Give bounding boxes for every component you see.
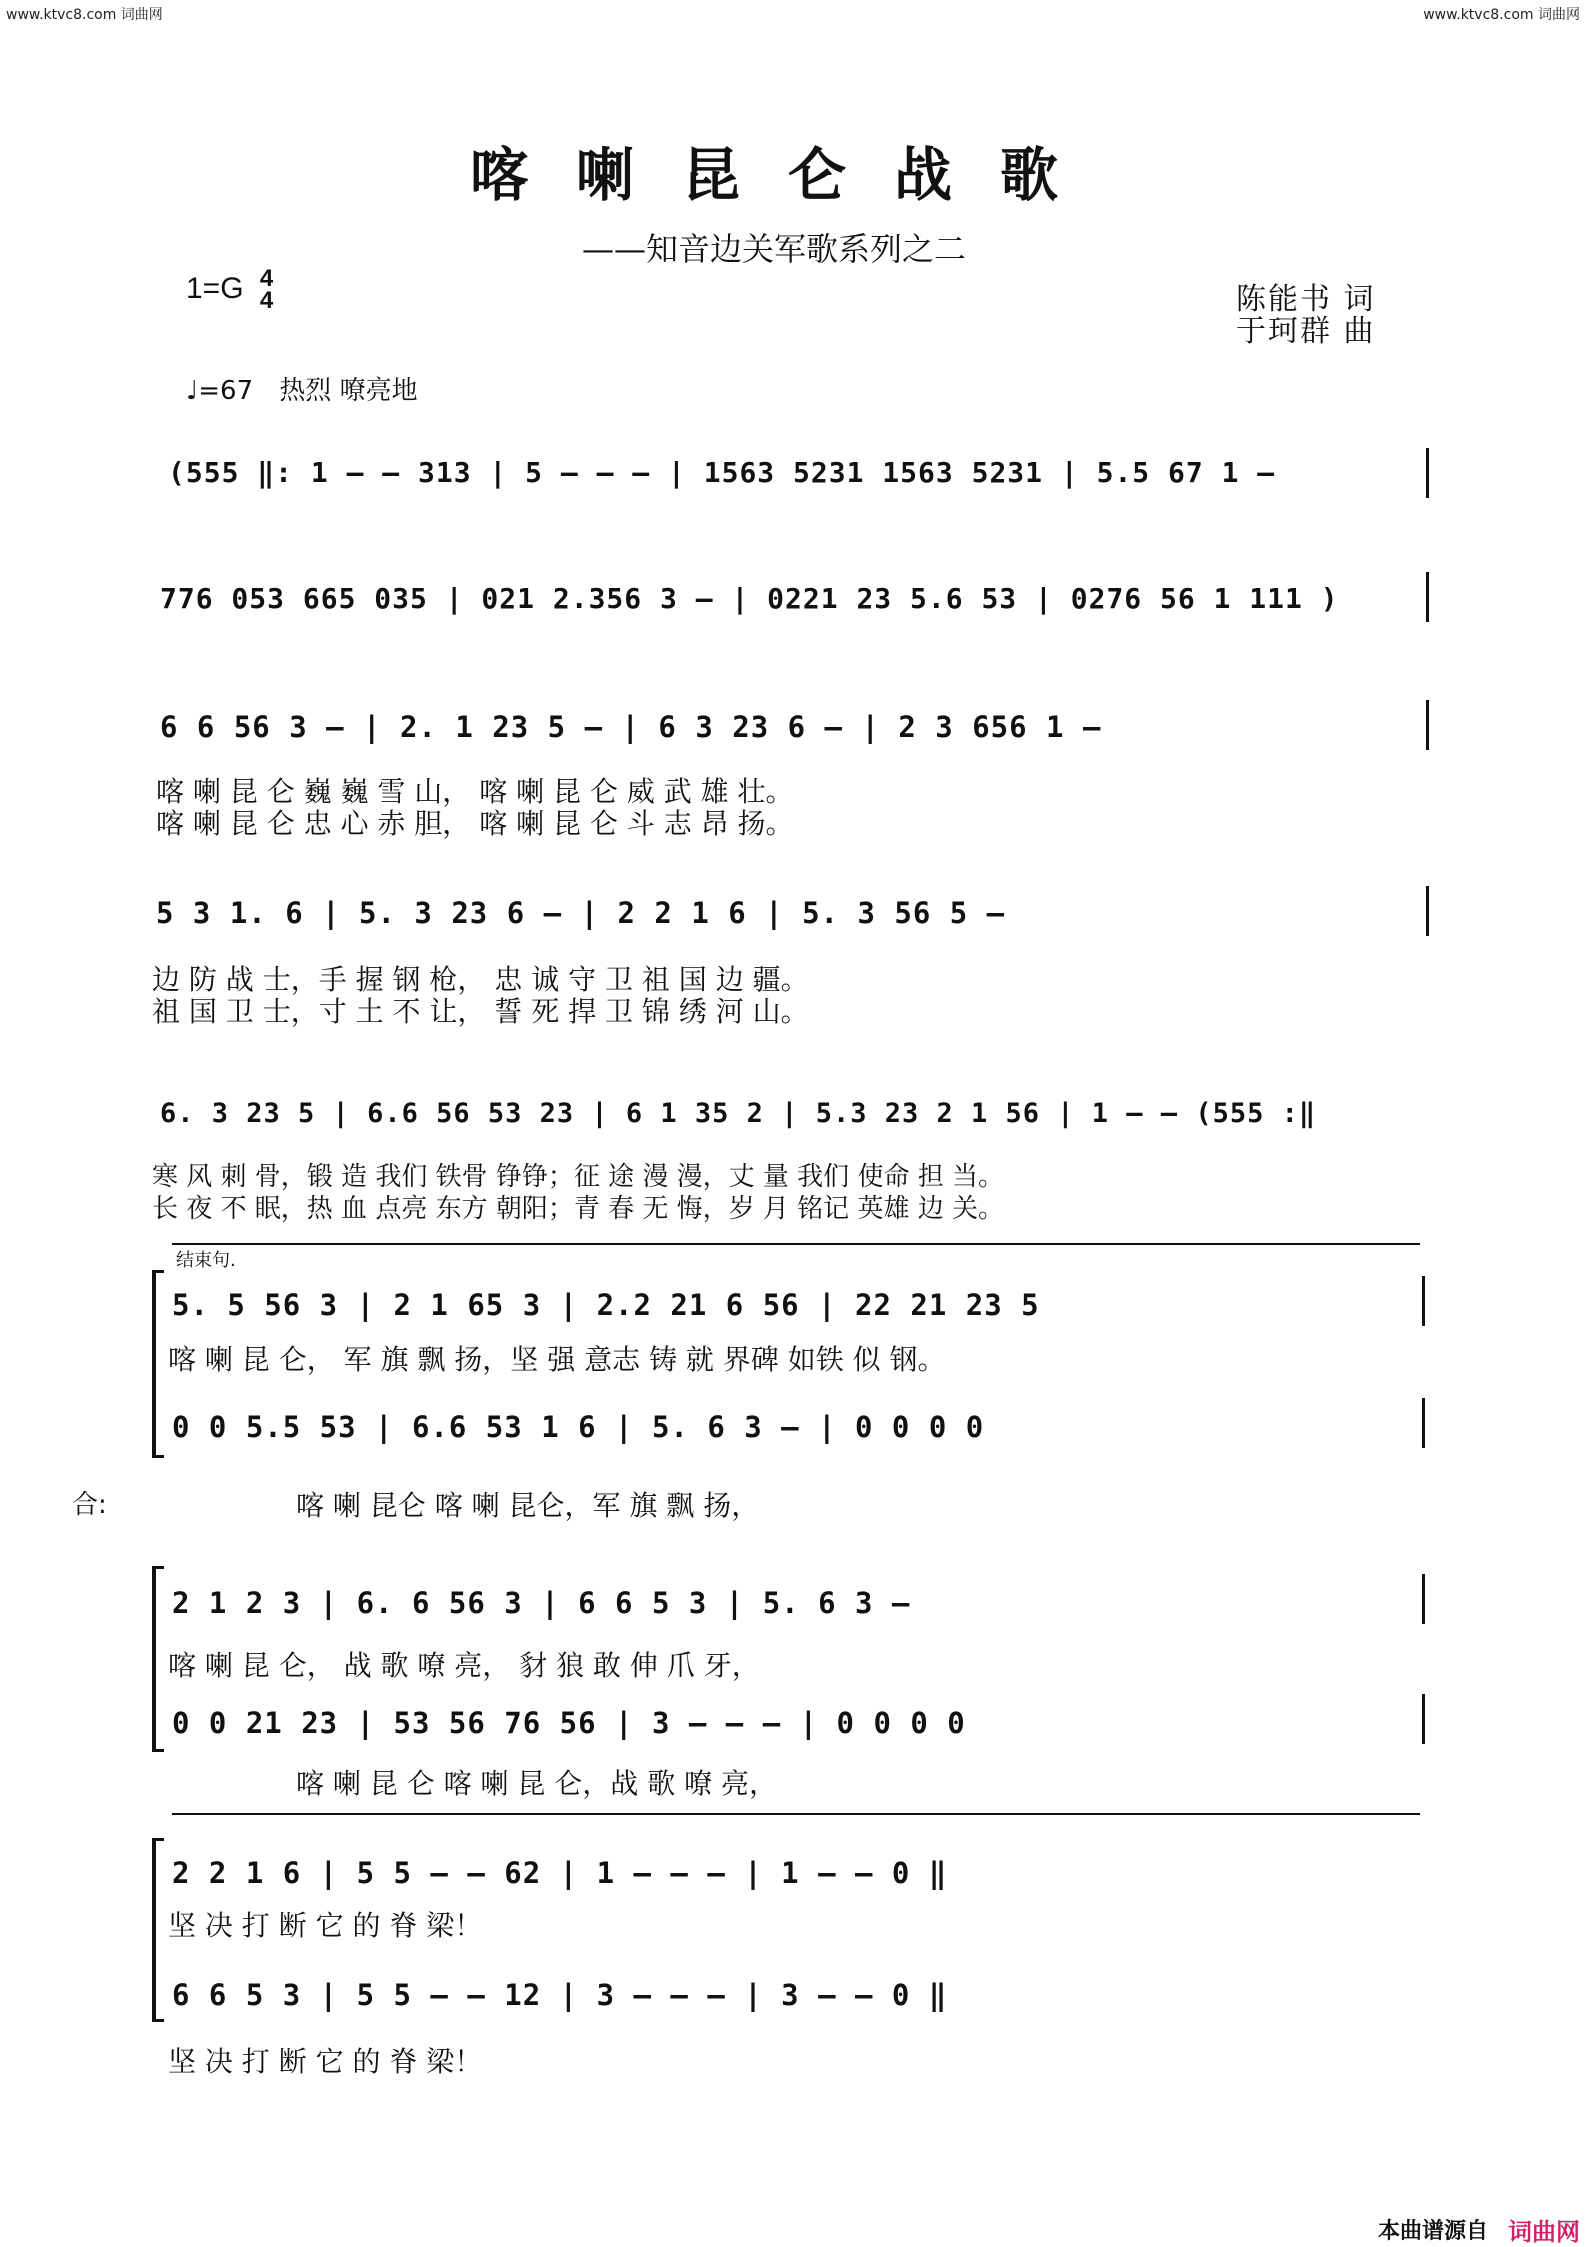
verse-lyric-2b: 祖 国 卫 士，寸 土 不 让， 誓 死 捍 卫 锦 绣 河 山。	[152, 995, 809, 1028]
verse-lyric-1a: 喀 喇 昆 仑 巍 巍 雪 山， 喀 喇 昆 仑 威 武 雄 壮。	[156, 775, 794, 808]
ending-upper-lyric-3: 坚 决 打 断 它 的 脊 梁！	[168, 1909, 483, 1942]
ending-lower-notes-2: 0 0 21 23 | 53 56 76 56 | 3 – – – | 0 0 0 0	[172, 1706, 966, 1740]
header-right-link[interactable]: www.ktvc8.com 词曲网	[1423, 7, 1580, 23]
ending-upper-notes-2: 2 1 2 3 | 6. 6 56 3 | 6 6 5 3 | 5. 6 3 –	[172, 1586, 911, 1620]
verse-notes-3: 6. 3 23 5 | 6.6 56 53 23 | 6 1 35 2 | 5.3 23 2 1 56 | 1 – – (555 :‖	[160, 1098, 1317, 1129]
system-brace	[152, 1838, 164, 2022]
expression-text: 热烈 嘹亮地	[279, 376, 418, 406]
ending-rule	[172, 1243, 1420, 1245]
tempo-value: ♩=67	[186, 376, 254, 406]
verse-notes-2: 5 3 1. 6 | 5. 3 23 6 – | 2 2 1 6 | 5. 3 56 5 –	[156, 896, 1006, 930]
barline	[1426, 448, 1429, 498]
system-brace	[152, 1566, 164, 1752]
barline	[1422, 1276, 1425, 1326]
key-signature	[186, 265, 274, 314]
verse-lyric-3b: 长 夜 不 眠，热 血 点亮 东方 朝阳；青 春 无 悔，岁 月 铭记 英雄 边 关。	[152, 1194, 1004, 1224]
ending-lower-notes-1: 0 0 5.5 53 | 6.6 53 1 6 | 5. 6 3 – | 0 0 0 0	[172, 1410, 985, 1444]
intro-line-2: 776 053 665 035 | 021 2.356 3 – | 0221 23 5.6 53 | 0276 56 1 111 )	[160, 582, 1339, 615]
verse-lyric-3a: 寒 风 刺 骨，锻 造 我们 铁骨 铮铮；征 途 漫 漫，丈 量 我们 使命 担 当。	[152, 1162, 1004, 1192]
ending-lower-lyric-2: 喀 喇 昆 仑 喀 喇 昆 仑，战 歌 嘹 亮，	[296, 1767, 778, 1800]
tempo-mark	[186, 370, 418, 407]
barline	[1426, 886, 1429, 936]
song-subtitle: ——知音边关军歌系列之二	[582, 230, 967, 268]
system-rule	[172, 1813, 1420, 1815]
header-left-link[interactable]: www.ktvc8.com 词曲网	[6, 7, 163, 23]
ending-label: 结束句.	[176, 1250, 236, 1271]
barline	[1422, 1398, 1425, 1448]
intro-line-1: (555 ‖: 1 – – 313 | 5 – – – | 1563 5231 1563 5231 | 5.5 67 1 –	[168, 456, 1276, 489]
barline	[1426, 572, 1429, 622]
song-title: 喀喇昆仑战歌	[470, 141, 1107, 209]
verse-lyric-1b: 喀 喇 昆 仑 忠 心 赤 胆， 喀 喇 昆 仑 斗 志 昂 扬。	[156, 807, 794, 840]
time-sig-bottom: 4	[259, 287, 274, 314]
barline	[1422, 1694, 1425, 1744]
chorus-label: 合:	[72, 1490, 107, 1520]
ending-lower-lyric-1: 喀 喇 昆仑 喀 喇 昆仑，军 旗 飘 扬，	[296, 1489, 760, 1522]
key-text: 1=G	[186, 271, 244, 305]
ending-upper-lyric-1: 喀 喇 昆 仑， 军 旗 飘 扬，坚 强 意志 铸 就 界碑 如铁 似 钢。	[168, 1343, 946, 1376]
footer-source-label: 本曲谱源自	[1378, 2219, 1489, 2244]
ending-upper-notes-1: 5. 5 56 3 | 2 1 65 3 | 2.2 21 6 56 | 22 21 23 5	[172, 1288, 1040, 1322]
lyricist-credit: 陈能书 词	[1236, 282, 1376, 317]
footer-site-link[interactable]: 词曲网	[1508, 2218, 1580, 2246]
time-sig-top: 4	[259, 265, 274, 292]
verse-lyric-2a: 边 防 战 士，手 握 钢 枪， 忠 诚 守 卫 祖 国 边 疆。	[152, 963, 809, 996]
ending-lower-notes-3: 6 6 5 3 | 5 5 – – 12 | 3 – – – | 3 – – 0 ‖	[172, 1978, 948, 2012]
barline	[1426, 700, 1429, 750]
composer-credit: 于珂群 曲	[1236, 314, 1376, 349]
barline	[1422, 1574, 1425, 1624]
ending-upper-notes-3: 2 2 1 6 | 5 5 – – 62 | 1 – – – | 1 – – 0 ‖	[172, 1856, 948, 1890]
system-brace	[152, 1270, 164, 1458]
ending-upper-lyric-2: 喀 喇 昆 仑， 战 歌 嘹 亮， 豺 狼 敢 伸 爪 牙，	[168, 1649, 760, 1682]
verse-notes-1: 6 6 56 3 – | 2. 1 23 5 – | 6 3 23 6 – | 2 3 656 1 –	[160, 710, 1102, 744]
ending-lower-lyric-3: 坚 决 打 断 它 的 脊 梁！	[168, 2045, 483, 2078]
